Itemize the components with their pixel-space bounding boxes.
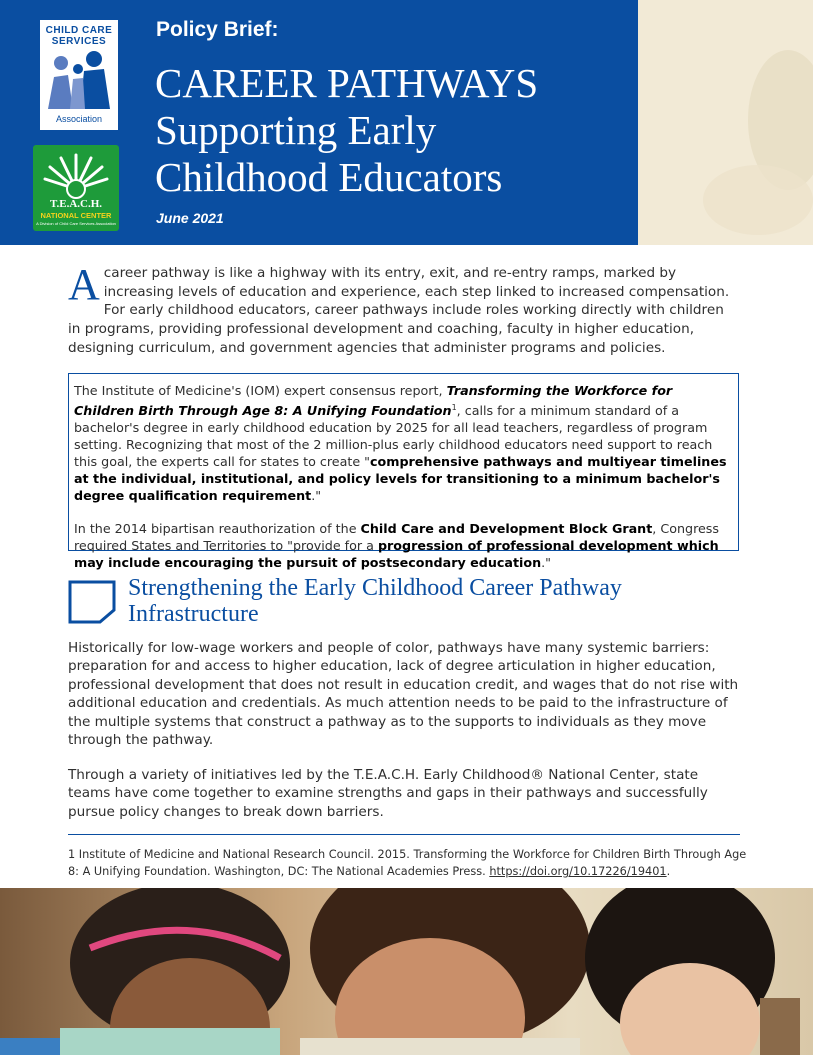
teach-logo-tagline: A Division of Child Care Services Association [36,221,116,226]
classroom-photo [0,888,813,1055]
family-figures-icon [40,47,118,117]
callout-paragraph-1 [74,382,730,504]
intro-text: career pathway is like a highway with its entry, exit, and re-entry ramps, marked by increasing levels of education and experience, each step linked to increased compensation. For early childhood educators, career pathways include roles working directly with children in programs, providing professional development and coaching, faculty in higher education, designing curriculum, and government agencies that administer programs and policies. [68,265,730,356]
ccsa-logo [40,20,118,130]
iom-report-title: Transforming the Workforce for Children Birth Through Age 8: A Unifying Foundation [74,383,673,419]
iom-callout-box [68,373,739,571]
classroom-photo-illustration [0,888,813,1055]
callout-p1-text-c: ." [311,488,322,504]
teach-logo [33,145,119,231]
ccsa-logo-assoc: Association [55,114,103,124]
section-square-icon [68,580,116,624]
footnote-divider [68,834,740,835]
callout-paragraph-2 [74,520,730,571]
section-paragraph-2: Through a variety of initiatives led by the T.E.A.C.H. Early Childhood® National Center, state teams have come together to examine strengths and gaps in their pathways and successfully pursue policy changes to break down barriers. [68,767,708,820]
teach-logo-center: NATIONAL CENTER [40,211,112,220]
callout-p1-text-a: The Institute of Medicine's (IOM) expert consensus report, [74,383,447,398]
callout-p1-text-b: , calls for a minimum standard of a bachelor's degree in early childhood education by 2025 for all lead teachers, regardless of program setting. Recognizing that most of the 2 million-plus early childhood educators need support to reach this goal, the experts call for states to create " [74,403,713,470]
drop-cap: A [68,260,100,309]
footnote-end: . [666,865,671,878]
intro-paragraph [68,260,738,358]
section-paragraph-1: Historically for low-wage workers and people of color, pathways have many systemic barriers: preparation for and access to higher education, lack of degree articulation in higher education, professional development that does not result in education credit, and wages that do not rise with additional education and credentials. As much attention needs to be paid to the infrastructure of the multiple systems that construct a pathway as to the supports to individuals as they move through the pathway. [68,640,739,749]
sunburst-icon [33,145,119,200]
ccsa-logo-line1: CHILD CARE [45,25,113,36]
callout-p2-text-c: ." [541,555,551,571]
doi-link[interactable]: https://doi.org/10.17226/19401 [489,865,667,878]
ccsa-logo-line2: SERVICES [51,36,107,47]
callout-p2-emphasis: progression of professional development which may include encouraging the pursuit of postsecondary education [74,538,719,571]
publication-date: June 2021 [156,210,224,226]
footnote [68,846,748,880]
header-photo-illustration [638,0,813,245]
title-line3: Childhood Educators [155,154,503,200]
callout-p1-emphasis: comprehensive pathways and multiyear timelines at the individual, institutional, and policy levels for transitioning to a minimum bachelor's degree qualification requirement [74,454,727,504]
header-side-photo [638,0,813,245]
section-heading: Strengthening the Early Childhood Career Pathway Infrastructure [128,575,622,627]
page-title [155,60,538,201]
header-banner [0,0,638,245]
ccdbg-name: Child Care and Development Block Grant [360,521,653,537]
callout-p2-text-b: , Congress required States and Territories to "provide for a [74,521,720,554]
teach-logo-name: T.E.A.C.H. [49,198,103,210]
footnote-ref: 1 [451,403,457,412]
callout-p2-text-a: In the 2014 bipartisan reauthorization of the [74,521,361,537]
title-line2: Supporting Early [155,107,437,153]
footnote-text: 1 Institute of Medicine and National Research Council. 2015. Transforming the Workforce for Children Birth Through Age 8: A Unifying Foundation. Washington, DC: The National Academies Press. [68,848,747,878]
title-line1: CAREER PATHWAYS [155,60,539,106]
brief-label: Policy Brief: [156,18,279,41]
